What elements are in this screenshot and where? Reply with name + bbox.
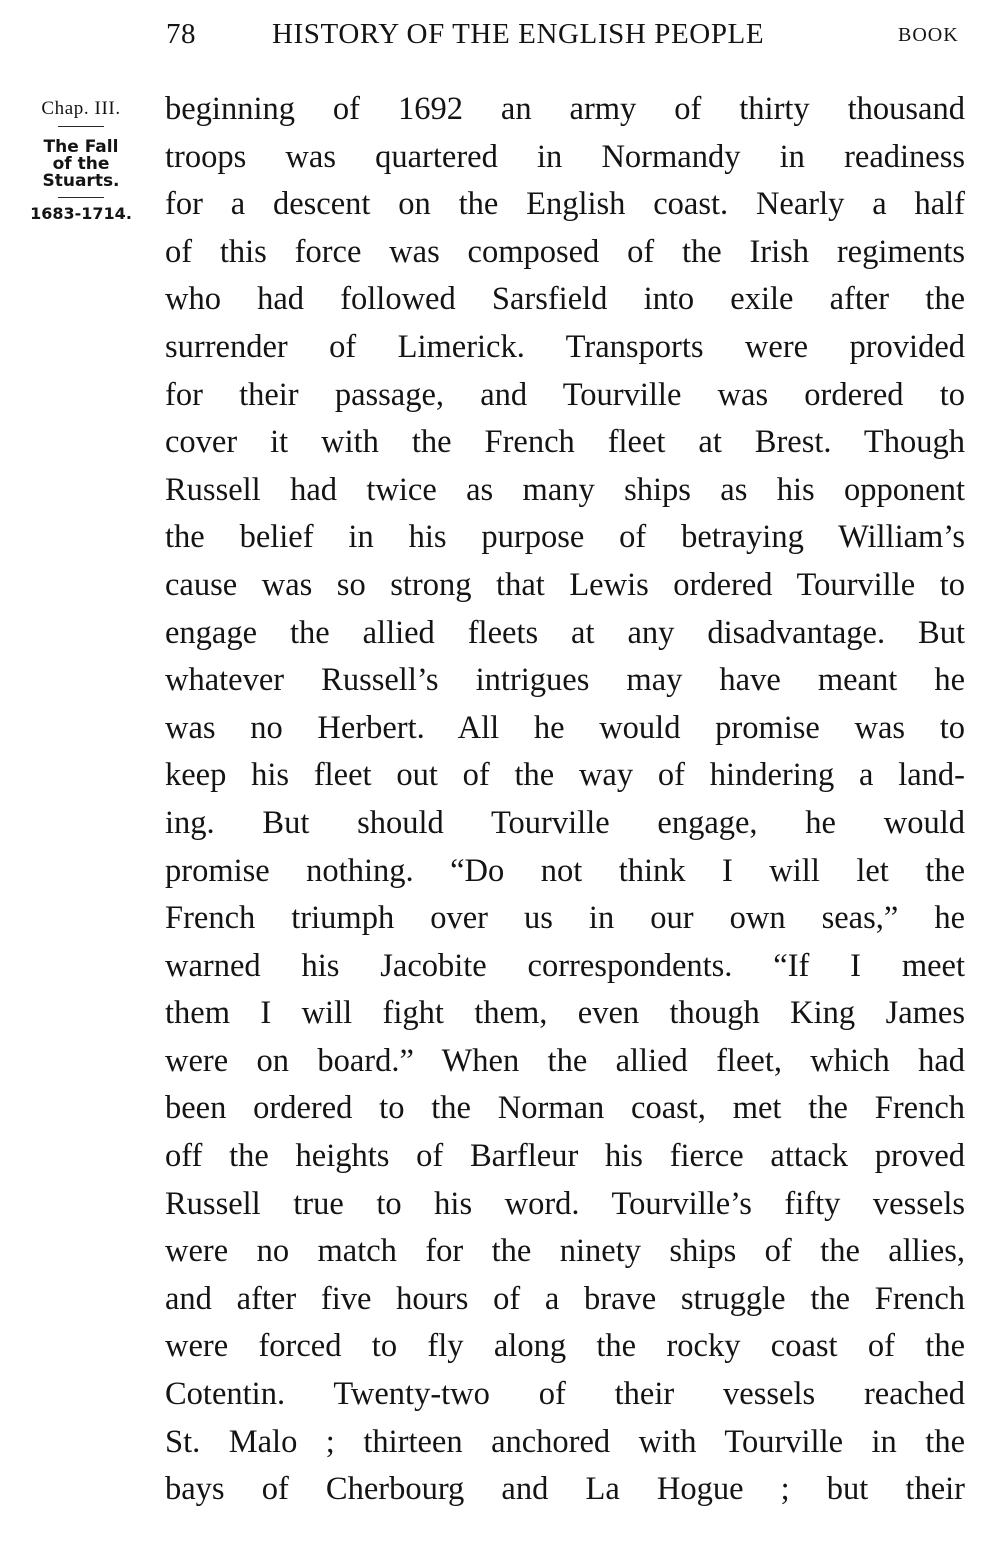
text-line: off the heights of Barfleur his fierce attack proved — [165, 1138, 965, 1175]
section-title — [18, 139, 144, 190]
text-line: them I will fight them, even though King James — [165, 995, 965, 1032]
text-line: were on board.” When the allied fleet, which had — [165, 1042, 965, 1079]
running-title: HISTORY OF THE ENGLISH PEOPLE — [272, 18, 765, 50]
text-line: were forced to fly along the rocky coast of the — [165, 1328, 965, 1365]
section-title-line: Stuarts. — [42, 171, 120, 191]
text-line: were no match for the ninety ships of the allies, — [165, 1233, 965, 1270]
text-line: keep his fleet out of the way of hindering a land- — [165, 757, 965, 794]
text-line: bays of Cherbourg and La Hogue ; but their — [165, 1471, 965, 1508]
text-line: engage the allied fleets at any disadvantage. But — [165, 614, 965, 651]
text-line: the belief in his purpose of betraying William’s — [165, 519, 965, 556]
text-line: St. Malo ; thirteen anchored with Tourville in the — [165, 1423, 965, 1460]
text-line: cause was so strong that Lewis ordered Tourville to — [165, 566, 965, 603]
text-line: and after five hours of a brave struggle the French — [165, 1280, 965, 1317]
text-line: of this force was composed of the Irish regiments — [165, 233, 965, 270]
text-line: warned his Jacobite correspondents. “If I meet — [165, 947, 965, 984]
text-line: promise nothing. “Do not think I will let the — [165, 852, 965, 889]
text-line: cover it with the French fleet at Brest. Though — [165, 424, 965, 461]
sidenote-divider — [58, 126, 104, 127]
text-line: was no Herbert. All he would promise was to — [165, 709, 965, 746]
text-line: ing. But should Tourville engage, he would — [165, 804, 965, 841]
page-number: 78 — [166, 18, 196, 50]
body-text — [165, 86, 965, 1514]
sidenote-divider — [58, 197, 104, 198]
text-line: Russell had twice as many ships as his opponent — [165, 471, 965, 508]
margin-sidenote — [18, 92, 144, 228]
text-line: been ordered to the Norman coast, met the French — [165, 1090, 965, 1127]
text-line: who had followed Sarsfield into exile after the — [165, 281, 965, 318]
text-line: troops was quartered in Normandy in readiness — [165, 138, 965, 175]
page-header — [0, 14, 1000, 58]
text-line: whatever Russell’s intrigues may have meant he — [165, 662, 965, 699]
text-line: Russell true to his word. Tourville’s fifty vessels — [165, 1185, 965, 1222]
text-line: for their passage, and Tourville was ordered to — [165, 376, 965, 413]
text-line: French triumph over us in our own seas,” he — [165, 900, 965, 937]
section-title-line: of the — [52, 154, 110, 174]
chapter-label: Chap. III. — [41, 98, 121, 119]
section-title-line: The Fall — [43, 137, 119, 157]
text-line: beginning of 1692 an army of thirty thousand — [165, 91, 965, 127]
date-range: 1683-1714. — [30, 204, 132, 223]
text-line: for a descent on the English coast. Nearly a half — [165, 186, 965, 223]
book-label: BOOK — [898, 24, 959, 46]
text-line: surrender of Limerick. Transports were provided — [165, 328, 965, 365]
text-line: Cotentin. Twenty-two of their vessels reached — [165, 1376, 965, 1413]
